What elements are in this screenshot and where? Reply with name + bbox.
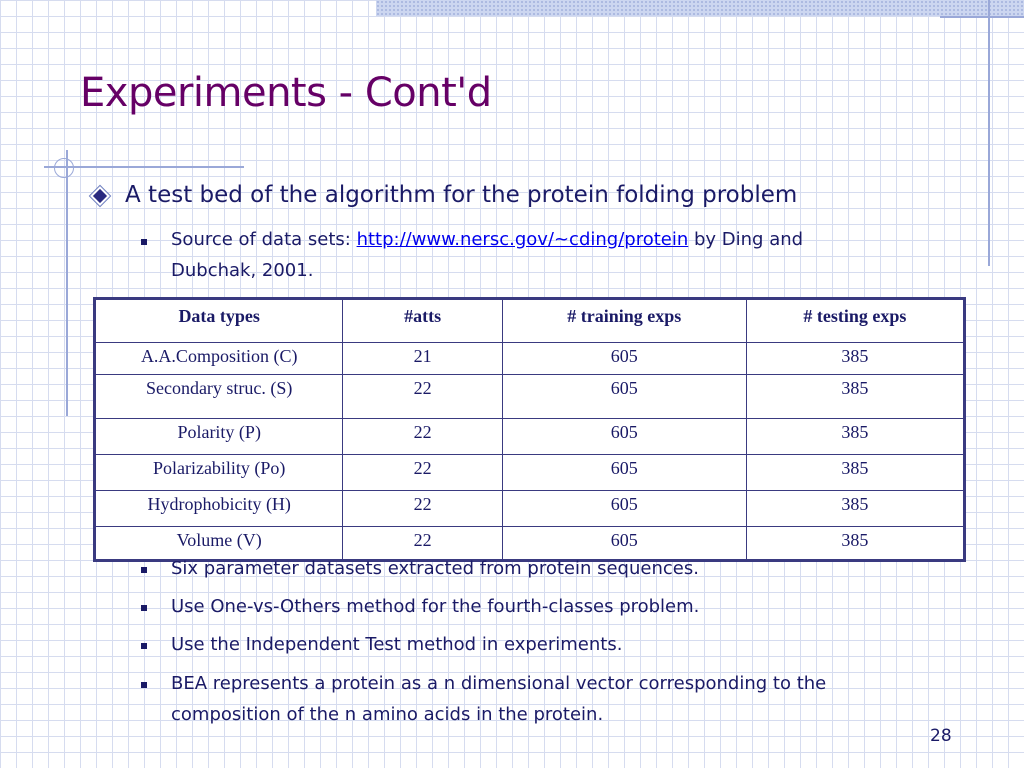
source-prefix: Source of data sets: [171, 229, 357, 250]
main-bullet-text: A test bed of the algorithm for the protein folding problem [125, 182, 798, 208]
slide-title: Experiments - Cont'd [80, 70, 492, 116]
bullet-item-line1: BEA represents a protein as a n dimensional vector corresponding to the [171, 673, 827, 694]
table-cell: 22 [343, 375, 502, 419]
table-cell: A.A.Composition (C) [95, 343, 343, 375]
square-bullet-icon [141, 567, 147, 573]
table-cell: 385 [746, 375, 964, 419]
source-bullet [171, 224, 803, 286]
decor-crosshair-icon [54, 158, 74, 178]
table-cell: 605 [502, 491, 746, 527]
bullet-item: Six parameter datasets extracted from protein sequences. [171, 558, 699, 579]
table-cell: 605 [502, 527, 746, 561]
table-cell: 605 [502, 375, 746, 419]
table-cell: 385 [746, 491, 964, 527]
table-cell: 22 [343, 455, 502, 491]
square-bullet-icon [141, 643, 147, 649]
table-cell: 605 [502, 343, 746, 375]
table-cell: 21 [343, 343, 502, 375]
header-data-types: Data types [95, 299, 343, 343]
diamond-icon [93, 189, 107, 203]
table-cell: 22 [343, 491, 502, 527]
header-training-exps: # training exps [502, 299, 746, 343]
header-testing-exps: # testing exps [746, 299, 964, 343]
table-cell: Hydrophobicity (H) [95, 491, 343, 527]
data-table [93, 297, 966, 562]
page-number: 28 [930, 726, 952, 746]
square-bullet-icon [141, 605, 147, 611]
table-cell: Volume (V) [95, 527, 343, 561]
table-cell: Polarity (P) [95, 419, 343, 455]
table-cell: 385 [746, 343, 964, 375]
table-cell: 385 [746, 527, 964, 561]
table-cell: 22 [343, 527, 502, 561]
bullet-item: Use One-vs-Others method for the fourth-classes problem. [171, 596, 700, 617]
table-row [95, 375, 965, 419]
bullet-item [171, 668, 826, 730]
table-row [95, 455, 965, 491]
decor-vertical-line-right [988, 0, 990, 266]
bullet-item-line2: composition of the n amino acids in the protein. [171, 704, 604, 725]
table-cell: Secondary struc. (S) [95, 375, 343, 419]
header-atts: #atts [343, 299, 502, 343]
table-row [95, 419, 965, 455]
table-cell: 605 [502, 455, 746, 491]
decor-vertical-line-left [66, 150, 68, 416]
decor-horizontal-line-left [44, 166, 244, 168]
square-bullet-icon [141, 239, 147, 245]
table-header-row [95, 299, 965, 343]
source-link[interactable]: http://www.nersc.gov/~cding/protein [356, 229, 689, 250]
table-cell: 385 [746, 419, 964, 455]
table-cell: 385 [746, 455, 964, 491]
source-suffix: by Ding and [688, 229, 804, 250]
table-row [95, 343, 965, 375]
source-line2: Dubchak, 2001. [171, 260, 314, 281]
square-bullet-icon [141, 682, 147, 688]
table-cell: Polarizability (Po) [95, 455, 343, 491]
table-cell: 22 [343, 419, 502, 455]
header-band [376, 0, 1024, 16]
table-cell: 605 [502, 419, 746, 455]
table-row [95, 491, 965, 527]
bullet-item: Use the Independent Test method in experiments. [171, 634, 623, 655]
decor-horizontal-line-right [940, 16, 1024, 18]
